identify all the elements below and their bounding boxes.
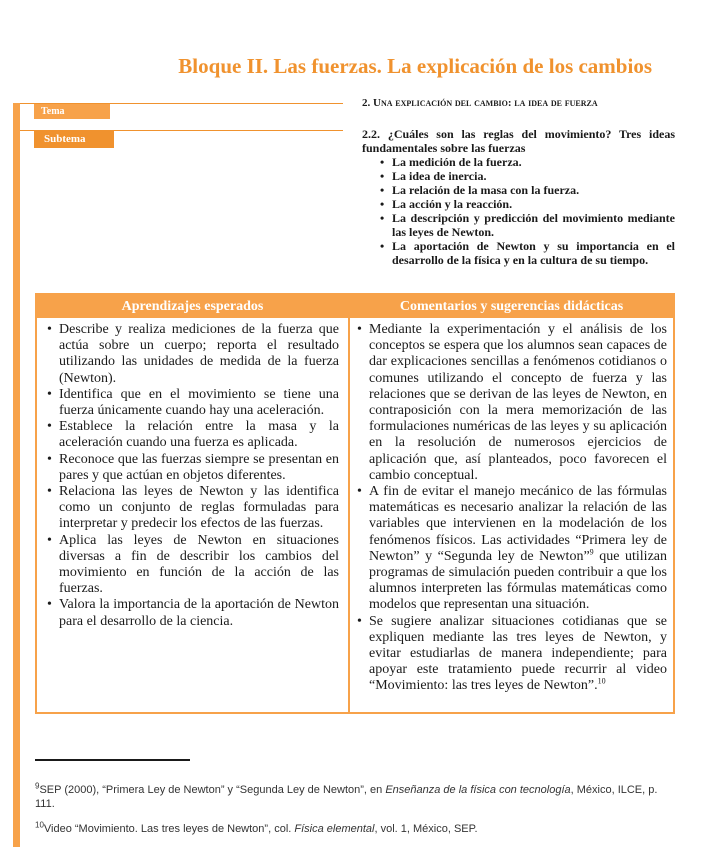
footnote-10 xyxy=(35,822,675,836)
list-item: • La aportación de Newton y su importancia en el desarrollo de la física y en la cultura de su tiempo. xyxy=(380,239,675,267)
list-item: • La relación de la masa con la fuerza. xyxy=(380,183,675,197)
footnote-text: SEP (2000), “Primera Ley de Newton” y “Segunda Ley de Newton”, en xyxy=(39,784,386,796)
header-comentarios: Comentarios y sugerencias didácticas xyxy=(350,295,673,318)
list-item: • Relaciona las leyes de Newton y las identifica como un conjunto de reglas formuladas para interpretar y predecir los efectos de las fuerzas. xyxy=(47,484,339,533)
tema-text: 2. Una explicación del cambio: la idea de fuerza xyxy=(362,97,598,109)
tema-label: Tema xyxy=(34,104,110,119)
comentarios-column xyxy=(357,322,667,695)
list-item: • Establece la relación entre la masa y la aceleración cuando una fuerza es aplicada. xyxy=(47,419,339,451)
list-item: • La descripción y predicción del movimiento mediante las leyes de Newton. xyxy=(380,211,675,239)
subtema-label: Subtema xyxy=(34,131,114,148)
list-item: • La idea de inercia. xyxy=(380,169,675,183)
comment-text: Se sugiere analizar situaciones cotidianas que se expliquen mediante las tres leyes de Newton, y evitar estudiarlas de manera independiente; para apoyar este tratamiento puede recurrir al video “Movimiento: las tres leyes de Newton”. xyxy=(369,613,667,694)
list-item: • Identifica que en el movimiento se tiene una fuerza únicamente cuando hay una aceleración. xyxy=(47,387,339,419)
aprendizajes-column xyxy=(47,322,339,630)
list-item: • Describe y realiza mediciones de la fuerza que actúa sobre un cuerpo; reporta el resultado utilizando las unidades de medida de la fuerza (Newton). xyxy=(47,322,339,387)
footnote-title: Física elemental xyxy=(294,823,375,835)
header-aprendizajes: Aprendizajes esperados xyxy=(37,295,348,318)
list-item: • Reconoce que las fuerzas siempre se presentan en pares y que actúan en objetos diferentes. xyxy=(47,452,339,484)
footnote-9 xyxy=(35,783,675,811)
footnote-title: Enseñanza de la física con tecnología xyxy=(385,784,571,796)
list-item: • Valora la importancia de la aportación de Newton para el desarrollo de la ciencia. xyxy=(47,597,339,629)
list-item xyxy=(357,614,667,695)
footnote-ref-9: 9 xyxy=(589,547,594,557)
list-item xyxy=(357,484,667,614)
footnote-text: , vol. 1, México, SEP. xyxy=(374,823,478,835)
footnote-number: 10 xyxy=(35,820,44,830)
page-title: Bloque II. Las fuerzas. La explicación de los cambios xyxy=(178,54,652,78)
subtema-block xyxy=(362,127,675,267)
footnotes xyxy=(35,772,675,847)
subtema-list xyxy=(362,155,675,267)
comment-text: A fin de evitar el manejo mecánico de las fórmulas matemáticas es necesario analizar la relación de las variables que intervienen en la modelación de los fenómenos físicos. Las actividades “Primera ley de Newton” y “Segunda ley de Newton” xyxy=(369,484,667,564)
footnote-ref-10: 10 xyxy=(597,676,606,686)
learning-table xyxy=(35,293,675,714)
comment-text: que utilizan programas de simulación pueden contribuir a que los alumnos interpreten las fórmulas matemáticas como modelos que representan una situación. xyxy=(369,548,667,613)
footnote-number: 9 xyxy=(35,781,40,791)
column-divider xyxy=(348,295,350,712)
list-item: • Aplica las leyes de Newton en situaciones diversas a fin de describir los cambios del movimiento en función de la acción de las fuerzas. xyxy=(47,533,339,598)
footnote-rule xyxy=(35,759,190,761)
list-item: • La medición de la fuerza. xyxy=(380,155,675,169)
footnote-text: , México, ILCE, p. 111. xyxy=(35,784,658,810)
footnote-text: Video “Movimiento. Las tres leyes de Newton”, col. xyxy=(43,823,295,835)
left-accent-bar xyxy=(13,103,20,847)
list-item: • La acción y la reacción. xyxy=(380,197,675,211)
list-item xyxy=(357,322,667,484)
comment-text: Mediante la experimentación y el análisis de los conceptos se espera que los alumnos sean capaces de dar explicaciones sencillas a fenómenos cotidianos o comunes utilizando el concepto de fuerza y las relaciones que se derivan de las leyes de Newton, en contraposición con la mera memorización de las formulaciones numéricas de las leyes y su aplicación en la resolución de numerosos ejercicios de aplicación que, así planteados, poco favorecen el cambio conceptual. xyxy=(369,322,667,483)
subtema-intro: 2.2. ¿Cuáles son las reglas del movimiento? Tres ideas fundamentales sobre las fuerzas xyxy=(362,127,675,155)
